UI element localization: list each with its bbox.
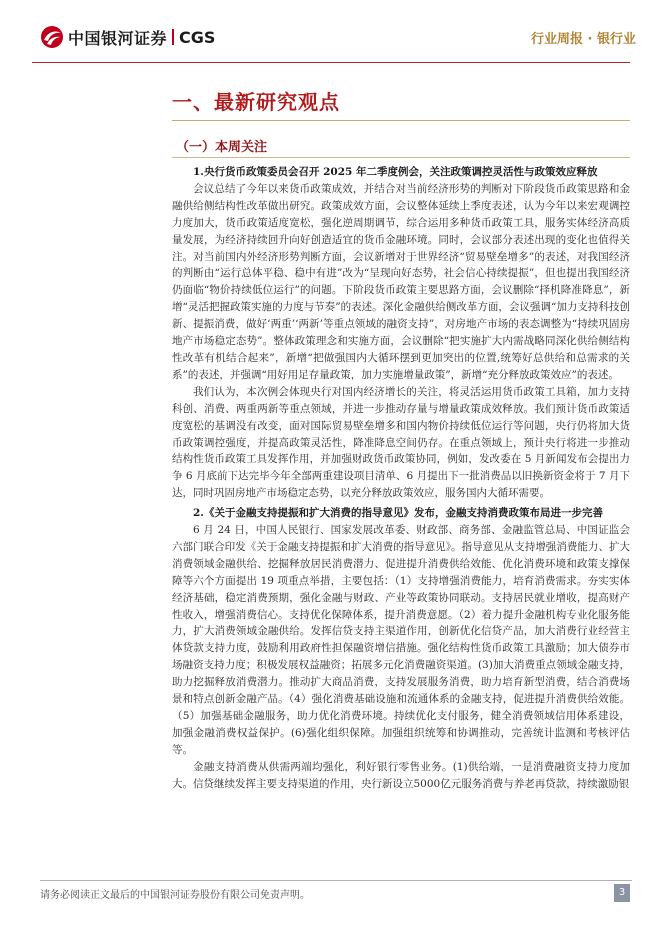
- article-body: [172, 163, 630, 793]
- paragraph-4: 金融支持消费从供需两端均强化，利好银行零售业务。(1)供给端，一是消费融资支持力度加大。信贷继续发挥主要支持渠道的作用，央行新设立5000亿元服务消费与养老再贷款，持续激励银: [172, 760, 630, 790]
- page-number: 3: [614, 884, 630, 902]
- subsection-title: （一）本周关注: [176, 140, 268, 155]
- topic-heading-1: 1.央行货币政策委员会召开 2025 年二季度例会，关注政策调控灵活性与政策效应释放: [193, 166, 598, 178]
- report-type-label: 行业周报 · 银行业: [531, 32, 636, 47]
- paragraph-1: 会议总结了今年以来货币政策成效，并结合对当前经济形势的判断对下阶段货币政策思路和金融供给侧结构性改革做出研究。政策成效方面，会议整体延续上季度表述，认为今年以来宏观调控力度加大，货币政策适度宽松，强化逆周期调节，综合运用多种货币政策工具，服务实体经济高质量发展，为经济持续回升向好创造适宜的货币金融环境。同时，会议部分表述出现的变化也值得关注。对当前国内外经济形势判断方面，会议新增对于世界经济“贸易壁垒增多”的表述，对我国经济的判断由“运行总体平稳、稳中有进”改为“呈现向好态势，社会信心持续提振”，但也提出我国经济仍面临“物价持续低位运行”的问题。下阶段货币政策主要思路方面，会议删除“择机降准降息”，新增“灵活把握政策实施的力度与节奏”的表述。深化金融供给侧改革方面，会议强调“加力支持科技创新、提振消费，做好‘两重’‘两新’等重点领域的融资支持”，对房地产市场的表态调整为“持续巩固房地产市场稳定态势”。整体政策理念和实施方面，会议删除“把实施扩大内需战略同深化供给侧结构性改革有机结合起来”，新增“把做强国内大循环摆到更加突出的位置,统筹好总供给和总需求的关系”的表述，并强调“用好用足存量政策，加力实施增量政策”，新增“充分释放政策效应”的表述。: [172, 182, 630, 381]
- logo-divider: [172, 29, 174, 45]
- subsection-divider: [172, 157, 630, 158]
- paragraph-3: 6 月 24 日，中国人民银行、国家发展改革委、财政部、商务部、金融监管总局、中国证监会六部门联合印发《关于金融支持提振和扩大消费的指导意见》。指导意见从支持增强消费能力、扩大消费领域金融供给、挖掘释放居民消费潜力、促进提升消费供给效能、优化消费环境和政策支撑保障等六个方面提出 19 项重点举措，主要包括：（1）支持增强消费能力，培育消费需求。夯实实体经济基础，稳定消费预期，强化金融与财政、产业等政策协同联动。支持居民就业增收，提高财产性收入，增强消费信心。支持优化保障体系，提升消费意愿。（2）着力提升金融机构专业化服务能力，扩大消费领域金融供给。发挥信贷支持主渠道作用，创新优化信贷产品，加大消费行业经营主体贷款支持力度，鼓励利用政府性担保融资增信措施。强化结构性货币政策工具激励；加大债券市场融资支持力度；积极发展权益融资；拓展多元化消费融资渠道。(3)加大消费重点领域金融支持，助力挖掘释放消费潜力。推动扩大商品消费，支持发展服务消费，助力培育新型消费，结合消费场景和特点创新金融产品。（4）强化消费基础设施和流通体系的金融支持，促进提升消费供给效能。（5）加强基础金融服务，助力优化消费环境。持续优化支付服务，健全消费领域信用体系建设，加强金融消费权益保护。(6)强化组织保障。加强组织统筹和协调推动，完善统计监测和考核评估等。: [172, 524, 630, 756]
- section-divider: [172, 120, 630, 121]
- logo-chinese-name: 中国银河证券: [68, 28, 168, 48]
- paragraph-2: 我们认为，本次例会体现央行对国内经济增长的关注，将灵活运用货币政策工具箱，加力支持科创、消费、两重两新等重点领域，并进一步推动存量与增量政策成效释放。我们预计货币政策适度宽松的基调没有改变，面对国际贸易壁垒增多和国内物价持续低位运行等问题，央行仍将加大货币政策调控强度，并提高政策灵活性，降准降息空间仍存。在重点领域上，预计央行将进一步推动结构性货币政策工具发挥作用，并加强财政货币政策协同，例如，发改委在 5 月新闻发布会提出力争 6 月底前下达完毕今年全部两重建设项目清单、6 月提出下一批消费品以旧换新资金将于 7 月下达，同时巩固房地产市场稳定态势，以充分释放政策效应，服务国内大循环需要。: [172, 385, 630, 500]
- topic-heading-2: 2.《关于金融支持提振和扩大消费的指导意见》发布，金融支持消费政策布局进一步完善: [193, 507, 603, 520]
- page-header: [0, 0, 662, 70]
- company-logo: [40, 25, 215, 49]
- header-divider: [32, 62, 630, 63]
- logo-english-name: CGS: [179, 27, 216, 47]
- footer-divider: [40, 880, 632, 881]
- galaxy-logo-icon: [40, 25, 64, 49]
- section-title: 一、最新研究观点: [172, 90, 340, 114]
- disclaimer-text: 请务必阅读正文最后的中国银河证券股份有限公司免责声明。: [40, 890, 310, 901]
